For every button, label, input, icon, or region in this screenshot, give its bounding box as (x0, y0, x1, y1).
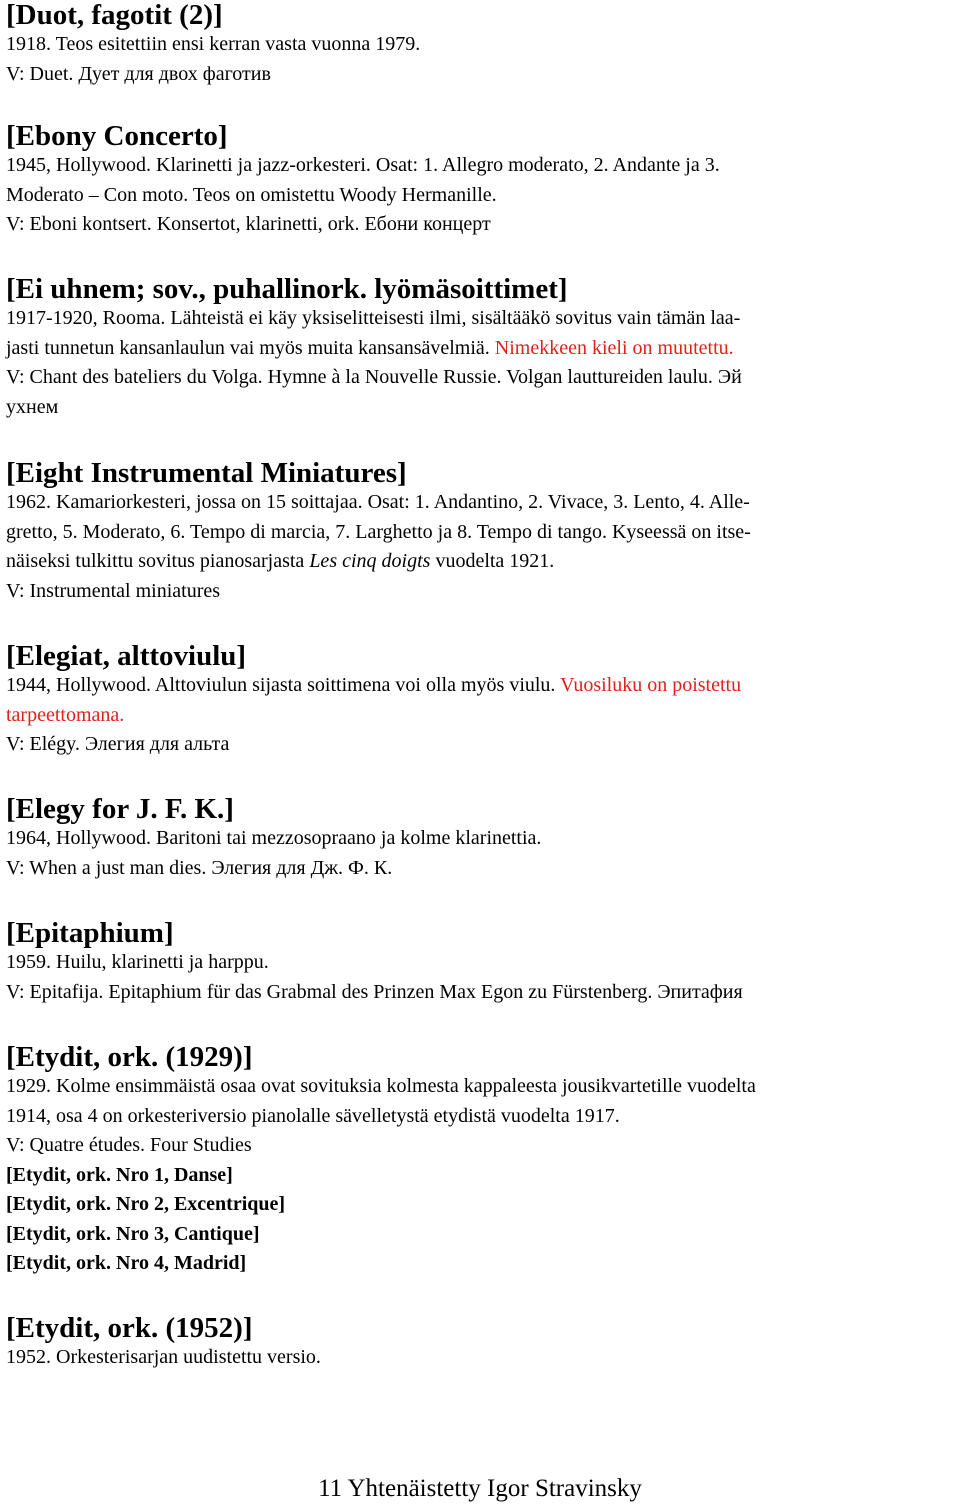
entry-title: [Ebony Concerto] (6, 120, 228, 152)
entry-ei-uhnem (6, 274, 742, 422)
entry-variants-line: V: Epitafija. Epitaphium für das Grabmal des Prinzen Max Egon zu Fürstenberg. Эпитафия (6, 980, 743, 1003)
entry-text-line: 1962. Kamariorkesteri, jossa on 15 soittajaa. Osat: 1. Andantino, 2. Vivace, 3. Lento, 4. Alle- (6, 491, 750, 513)
entry-variants-line: V: Quatre études. Four Studies (6, 1134, 252, 1156)
entry-variants-line: V: Chant des bateliers du Volga. Hymne à la Nouvelle Russie. Volgan lauttureiden laulu. Эй (6, 366, 742, 388)
entry-etydit-1952 (6, 1313, 321, 1373)
entry-eight-instrumental-miniatures (6, 458, 751, 606)
entry-title: [Epitaphium] (6, 917, 174, 949)
entry-epitaphium (6, 918, 743, 1007)
sub-entry-title: [Etydit, ork. Nro 2, Excentrique] (6, 1193, 286, 1215)
entry-title: [Duot, fagotit (2)] (6, 0, 223, 31)
italic-work-title: Les cinq doigts (309, 550, 431, 572)
entry-text-line: 1945, Hollywood. Klarinetti ja jazz-orkesteri. Osat: 1. Allegro moderato, 2. Andante ja 3. (6, 154, 720, 176)
entry-variants-line: V: When a just man dies. Элегия для Дж. Ф. К. (6, 856, 393, 879)
entry-text-line: 1959. Huilu, klarinetti ja harppu. (6, 951, 269, 973)
entry-title: [Etydit, ork. (1952)] (6, 1312, 253, 1344)
entry-variants-line: V: Elégy. Элегия для альта (6, 733, 230, 755)
entry-title: [Etydit, ork. (1929)] (6, 1041, 253, 1073)
entry-text-line: 1952. Orkesterisarjan uudistettu versio. (6, 1346, 321, 1368)
entry-text-line (6, 547, 751, 577)
entry-text-line: gretto, 5. Moderato, 6. Tempo di marcia, 7. Larghetto ja 8. Tempo di tango. Kyseessä on itse- (6, 520, 751, 543)
entry-text-line: 1964, Hollywood. Baritoni tai mezzosopraano ja kolme klarinettia. (6, 827, 542, 849)
entry-text-line: Moderato – Con moto. Teos on omistettu Woody Hermanille. (6, 183, 497, 206)
sub-entry-title: [Etydit, ork. Nro 1, Danse] (6, 1163, 233, 1186)
page-footer: 11 Yhtenäistetty Igor Stravinsky (318, 1475, 642, 1502)
editorial-note: Nimekkeen kieli on muutettu. (494, 336, 734, 359)
entry-duot (6, 0, 420, 89)
entry-title: [Elegiat, alttoviulu] (6, 640, 247, 672)
entry-variants-line: V: Eboni kontsert. Konsertot, klarinetti, ork. Ебони концерт (6, 213, 491, 235)
entry-variants-line: V: Duet. Дует для двох фаготив (6, 62, 271, 85)
entry-title: [Ei uhnem; sov., puhallinork. lyömäsoittimet] (6, 273, 568, 305)
entry-etydit-1929 (6, 1042, 756, 1279)
entry-variants-line: V: Instrumental miniatures (6, 579, 221, 602)
entry-text-line: 1917-1920, Rooma. Lähteistä ei käy yksiselitteisesti ilmi, sisältääkö sovitus vain tämän laa- (6, 307, 741, 329)
entry-ebony-concerto (6, 121, 720, 240)
entry-variants-line: ухнем (6, 395, 59, 418)
entry-elegy-jfk (6, 794, 541, 883)
entry-elegiat (6, 641, 741, 760)
sub-entry-title: [Etydit, ork. Nro 3, Cantique] (6, 1222, 260, 1245)
entry-text-line (6, 671, 741, 701)
editorial-note: tarpeettomana. (6, 703, 125, 726)
text-run: näiseksi tulkittu sovitus pianosarjasta (6, 550, 310, 572)
entry-title: [Elegy for J. F. K.] (6, 793, 234, 825)
text-run: jasti tunnetun kansanlaulun vai myös muita kansansävelmiä. (6, 336, 490, 359)
entry-text-line: 1914, osa 4 on orkesteriversio pianolalle sävelletystä etydistä vuodelta 1917. (6, 1104, 620, 1127)
text-run: 1944, Hollywood. Alttoviulun sijasta soittimena voi olla myös viulu. (6, 674, 556, 696)
entry-text-line: 1929. Kolme ensimmäistä osaa ovat sovituksia kolmesta kappaleesta jousikvartetille vuodelta (6, 1075, 756, 1097)
entry-text-line: 1918. Teos esitettiin ensi kerran vasta vuonna 1979. (6, 33, 421, 55)
entry-text-line (6, 334, 742, 364)
entry-title: [Eight Instrumental Miniatures] (6, 457, 407, 489)
text-run: vuodelta 1921. (430, 550, 555, 572)
editorial-note: Vuosiluku on poistettu (560, 674, 742, 696)
sub-entry-title: [Etydit, ork. Nro 4, Madrid] (6, 1252, 247, 1274)
